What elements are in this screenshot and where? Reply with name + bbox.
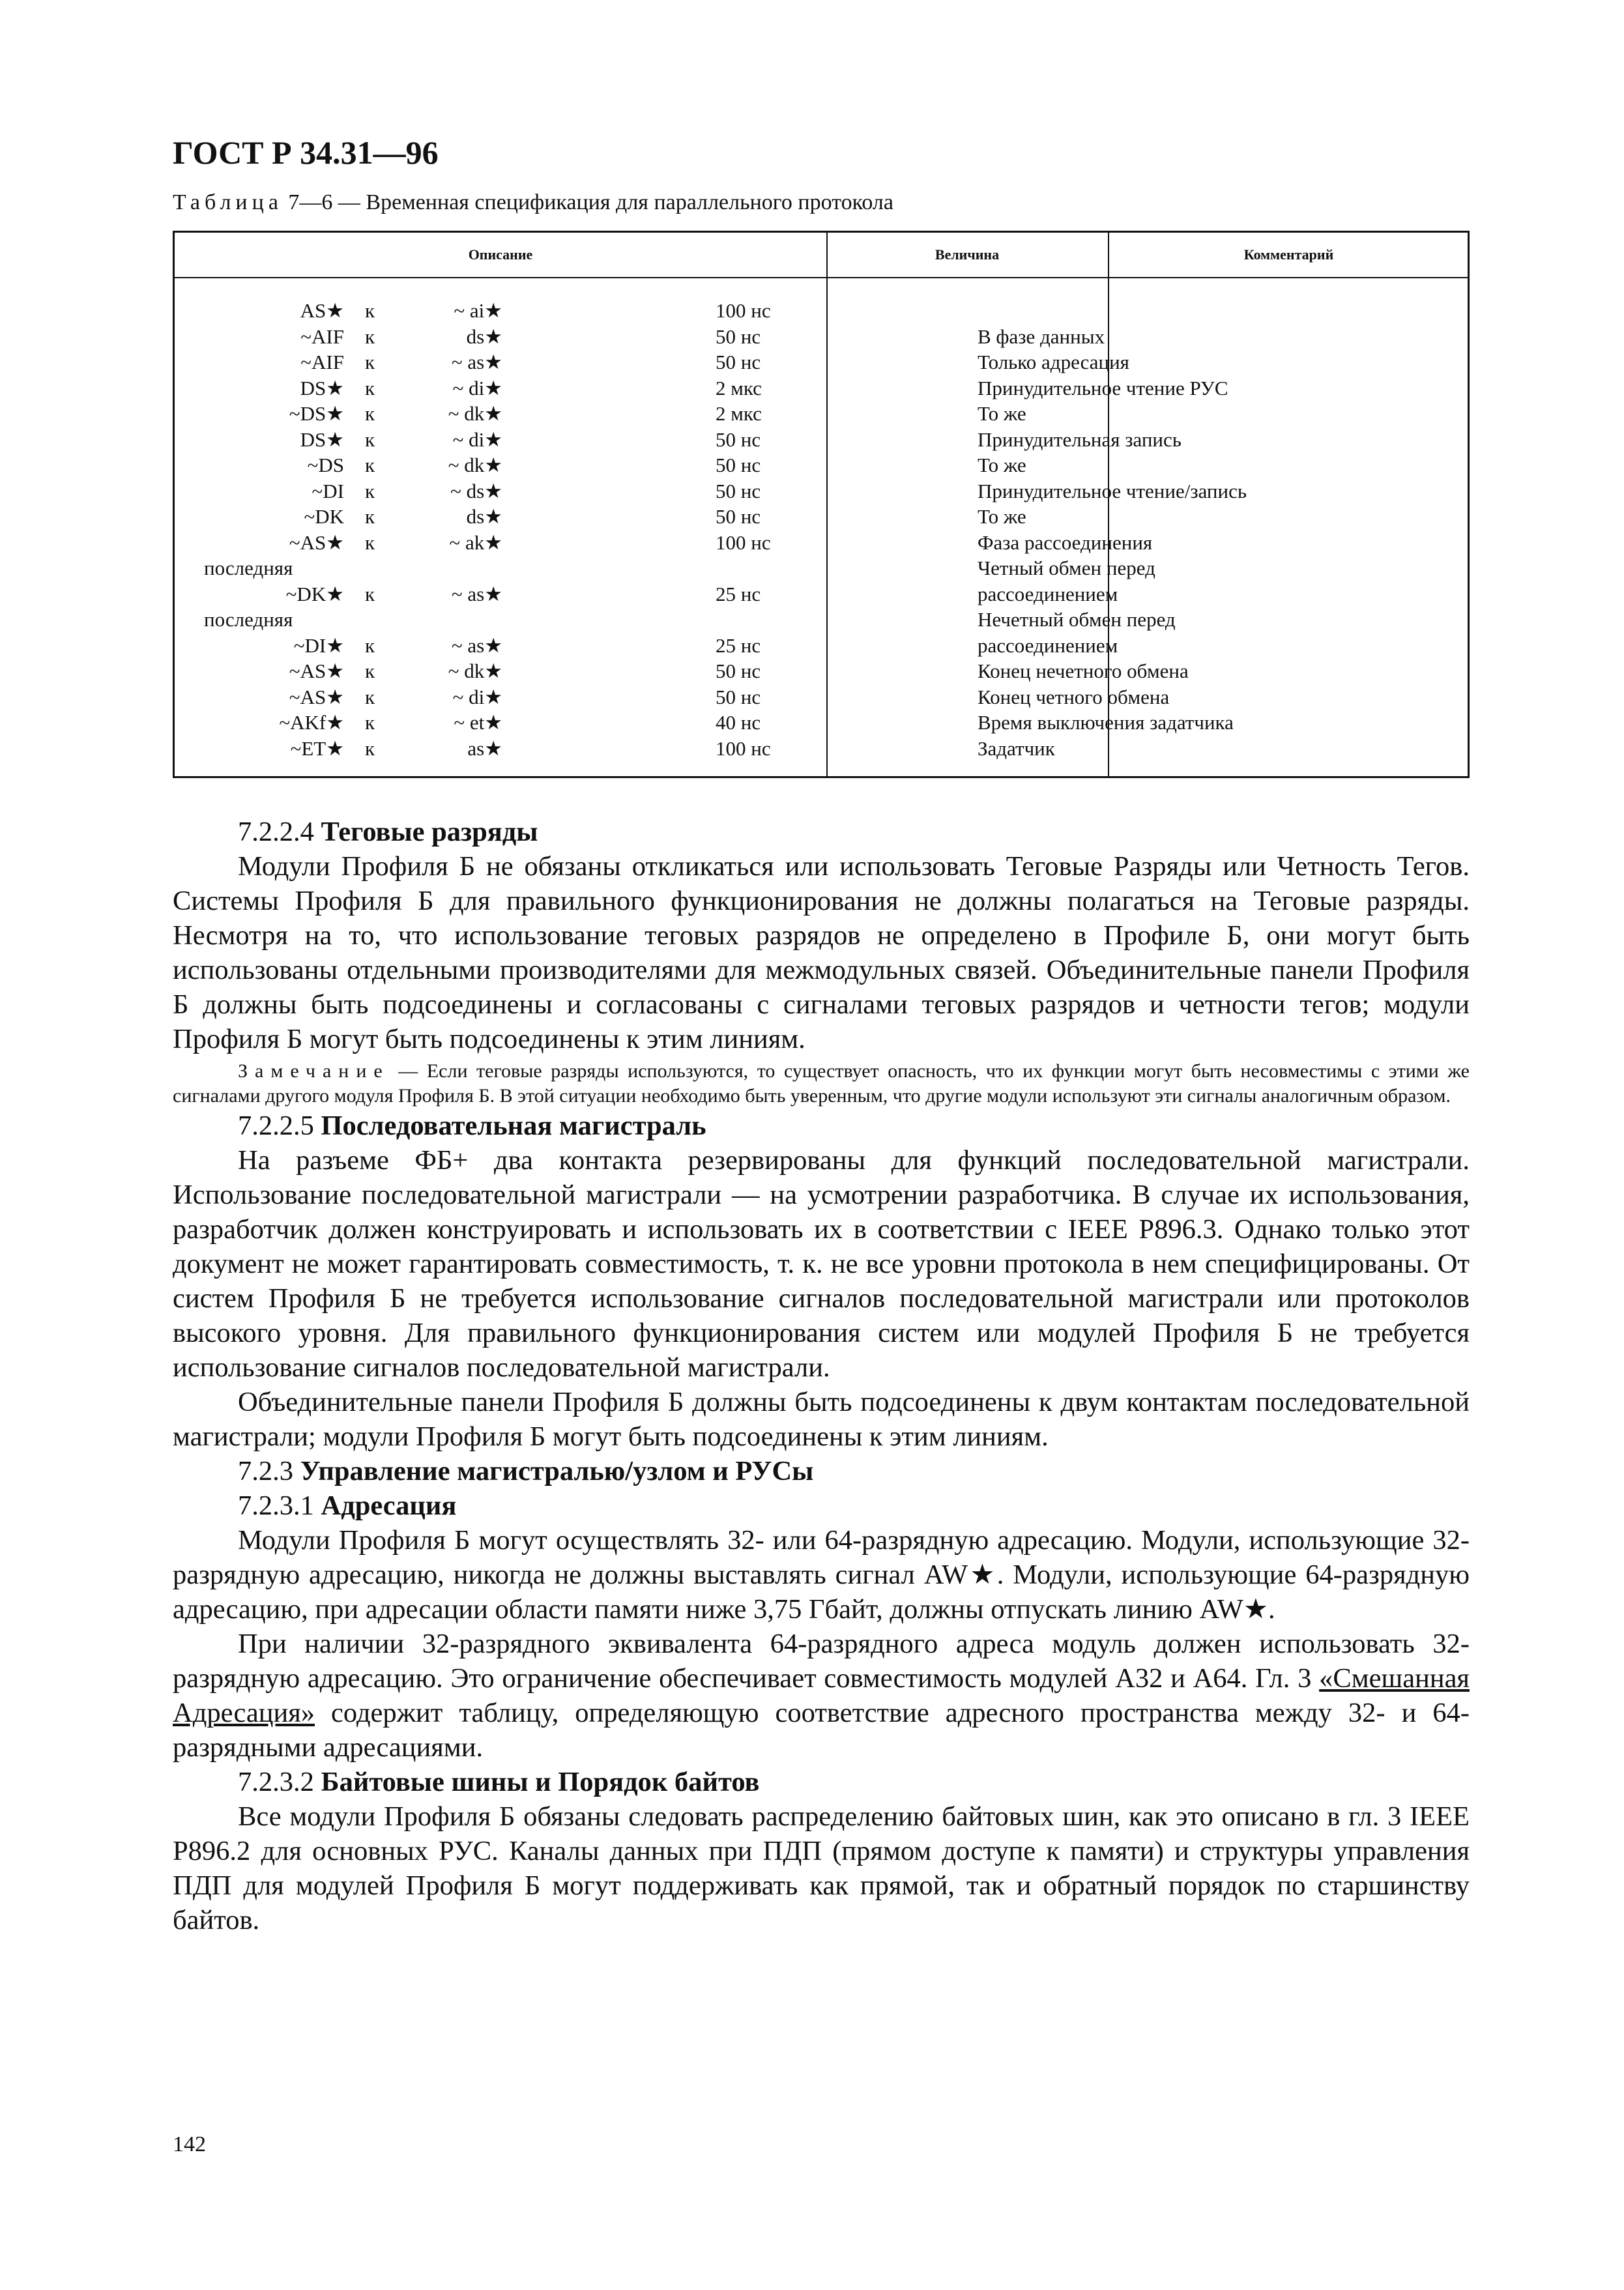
table-row	[175, 607, 1468, 633]
section-heading-7-2-2-5	[173, 1109, 1470, 1143]
paragraph: На разъеме ФБ+ два контакта резервированы для функций последовательной магистрали. Использование последовательной магистрали — на усмотрении разработчика. В случае их использования, разработчик должен конструировать и использовать их в соответствии с IEEE P896.3. Однако только этот документ не может гарантировать совместимость, т. к. не все уровни протокола в нем специфицированы. От систем Профиля Б не требуется использование сигналов последовательной магистрали или протоколов высокого уровня. Для правильного функционирования систем или модулей Профиля Б не требуется использование сигналов последовательной магистрали.	[173, 1145, 1470, 1383]
signal-cell: ~AS★	[289, 659, 344, 682]
section-number: 7.2.3	[238, 1456, 300, 1486]
value-cell: 100 нс	[716, 736, 771, 760]
to-cell: к	[365, 402, 375, 425]
to-cell: к	[365, 325, 375, 348]
section-number: 7.2.3.2	[238, 1767, 321, 1797]
value-cell: 40 нс	[716, 711, 761, 734]
table-row	[175, 478, 1468, 504]
paragraph	[173, 1627, 1470, 1765]
column-header-value: Величина	[935, 246, 1000, 263]
value-cell: 2 мкс	[716, 402, 762, 425]
table-row	[175, 324, 1468, 350]
to-cell: к	[365, 505, 375, 528]
signal-cell: ~AIF	[300, 351, 344, 373]
to-cell: к	[365, 428, 375, 451]
target-signal-cell: ~ as★	[451, 582, 502, 605]
comment-cell: То же	[978, 402, 1026, 425]
to-cell: к	[365, 530, 375, 554]
signal-cell: ~DI★	[293, 633, 344, 657]
comment-cell: То же	[978, 505, 1026, 528]
section-heading-7-2-3-2	[173, 1765, 1470, 1799]
signal-cell: ~AKf★	[279, 711, 344, 734]
section-title: Теговые разряды	[321, 817, 538, 847]
signal-cell: ~AS★	[289, 530, 344, 554]
target-signal-cell: ~ as★	[451, 351, 502, 373]
value-cell: 50 нс	[716, 479, 761, 502]
target-signal-cell: ~ ds★	[450, 479, 502, 502]
section-heading-7-2-2-4	[173, 815, 1470, 849]
comment-cell: Время выключения задатчика	[978, 711, 1234, 734]
table-row	[175, 710, 1468, 736]
column-header-comment: Комментарий	[1243, 246, 1334, 263]
signal-cell: ~AS★	[289, 685, 344, 708]
table-row	[175, 504, 1468, 530]
comment-cell: рассоединением	[978, 582, 1118, 605]
target-signal-cell: ~ di★	[452, 685, 502, 708]
signal-label-cell: последняя	[204, 608, 293, 631]
table-header-row	[175, 233, 1468, 278]
paragraph: Все модули Профиля Б обязаны следовать распределению байтовых шин, как это описано в гл. 3 IEEE P896.2 для основных РУС. Каналы данных при ПДП (прямом доступе к памяти) и структуры управления ПДП для модулей Профиля Б могут поддерживать как прямой, так и обратный порядок по старшинству байтов.	[173, 1801, 1470, 1935]
document-header: ГОСТ Р 34.31—96	[173, 134, 439, 171]
value-cell: 50 нс	[716, 325, 761, 348]
target-signal-cell: ds★	[466, 505, 502, 528]
table-caption	[173, 190, 893, 215]
table-row	[175, 349, 1468, 375]
note	[173, 1059, 1470, 1109]
table-body	[175, 298, 1468, 761]
to-cell: к	[365, 299, 375, 322]
signal-cell: DS★	[300, 376, 344, 399]
target-signal-cell: ~ as★	[451, 633, 502, 657]
to-cell: к	[365, 659, 375, 682]
table-row	[175, 401, 1468, 427]
value-cell: 100 нс	[716, 530, 771, 554]
timing-spec-table	[173, 231, 1470, 778]
target-signal-cell: ~ dk★	[448, 402, 502, 425]
table-row	[175, 427, 1468, 453]
section-number: 7.2.2.5	[238, 1110, 321, 1141]
table-row	[175, 530, 1468, 556]
comment-cell: Четный обмен перед	[978, 557, 1155, 579]
signal-cell: ~DK★	[285, 582, 344, 605]
comment-cell: Конец четного обмена	[978, 685, 1170, 708]
to-cell: к	[365, 736, 375, 760]
comment-cell: Конец нечетного обмена	[978, 659, 1189, 682]
value-cell: 50 нс	[716, 659, 761, 682]
table-row	[175, 581, 1468, 607]
to-cell: к	[365, 454, 375, 476]
comment-cell: Фаза рассоединения	[978, 530, 1153, 554]
signal-cell: ~AIF	[300, 325, 344, 348]
document-body	[173, 815, 1470, 1937]
comment-cell: В фазе данных	[978, 325, 1105, 348]
section-title: Управление магистралью/узлом и РУСы	[300, 1456, 814, 1486]
value-cell: 100 нс	[716, 299, 771, 322]
comment-cell: Принудительное чтение РУС	[978, 376, 1228, 399]
value-cell: 50 нс	[716, 505, 761, 528]
value-cell: 2 мкс	[716, 376, 762, 399]
target-signal-cell: ~ dk★	[448, 659, 502, 682]
value-cell: 25 нс	[716, 633, 761, 657]
target-signal-cell: ~ et★	[454, 711, 502, 734]
paragraph: Модули Профиля Б могут осуществлять 32- или 64-разрядную адресацию. Модули, использующие 32-разрядную адресацию, никогда не должны выставлять сигнал AW★. Модули, использующие 64-разрядную адресацию, при адресации области памяти ниже 3,75 Гбайт, должны отпускать линию AW★.	[173, 1525, 1470, 1625]
section-heading-7-2-3-1	[173, 1488, 1470, 1523]
section-number: 7.2.3.1	[238, 1490, 321, 1521]
to-cell: к	[365, 351, 375, 373]
value-cell: 50 нс	[716, 351, 761, 373]
signal-cell: ~ET★	[290, 736, 344, 760]
to-cell: к	[365, 582, 375, 605]
section-title: Адресация	[321, 1490, 457, 1521]
target-signal-cell: ~ ai★	[454, 299, 502, 322]
to-cell: к	[365, 711, 375, 734]
paragraph-text: содержит таблицу, определяющую соответствие адресного пространства между 32- и 64-разрядными адресациями.	[173, 1698, 1470, 1763]
value-cell: 25 нс	[716, 582, 761, 605]
to-cell: к	[365, 479, 375, 502]
paragraph: Модули Профиля Б не обязаны откликаться или использовать Теговые Разряды или Четность Тегов. Системы Профиля Б для правильного функционирования не должны полагаться на Теговые разряды. Несмотря на то, что использование теговых разрядов не определено в Профиле Б, они могут быть использованы отдельными производителями для межмодульных связей. Объединительные панели Профиля Б должны быть подсоединены и согласованы с сигналами теговых разрядов и четности тегов; модули Профиля Б могут быть подсоединены к этим линиям.	[173, 851, 1470, 1054]
signal-cell: ~DI	[312, 479, 344, 502]
comment-cell: То же	[978, 454, 1026, 476]
paragraph-text: При наличии 32-разрядного эквивалента 64-разрядного адреса модуль должен использовать 32-разрядную адресацию. Это ограничение обеспечивает совместимость модулей A32 и A64. Гл. 3	[173, 1629, 1470, 1694]
target-signal-cell: ~ dk★	[448, 454, 502, 476]
signal-label-cell: последняя	[204, 557, 293, 579]
target-signal-cell: as★	[467, 736, 502, 760]
signal-cell: AS★	[300, 299, 344, 322]
value-cell: 50 нс	[716, 685, 761, 708]
table-row	[175, 684, 1468, 710]
section-title: Байтовые шины и Порядок байтов	[321, 1767, 760, 1797]
target-signal-cell: ~ di★	[452, 376, 502, 399]
table-caption-text: 7—6 — Временная спецификация для параллельного протокола	[282, 190, 893, 214]
note-text: — Если теговые разряды используются, то существует опасность, что их функции могут быть несовместимы с этими же сигналами другого модуля Профиля Б. В этой ситуации необходимо быть уверенным, что другие модули используют эти сигналы аналогичным образом.	[173, 1060, 1470, 1107]
to-cell: к	[365, 376, 375, 399]
table-row	[175, 658, 1468, 684]
section-title: Последовательная магистраль	[321, 1110, 706, 1141]
target-signal-cell: ds★	[466, 325, 502, 348]
signal-cell: ~DS	[307, 454, 344, 476]
table-row	[175, 736, 1468, 762]
signal-cell: ~DS★	[289, 402, 344, 425]
chapter-reference: «Смешанная Адресация»	[173, 1663, 1470, 1728]
page-number: 142	[173, 2132, 206, 2156]
paragraph: Объединительные панели Профиля Б должны быть подсоединены к двум контактам последовательной магистрали; модули Профиля Б могут быть подсоединены к этим линиям.	[173, 1387, 1470, 1452]
column-header-description: Описание	[468, 246, 533, 263]
table-row	[175, 375, 1468, 401]
comment-cell: Нечетный обмен перед	[978, 608, 1176, 631]
target-signal-cell: ~ di★	[452, 428, 502, 451]
signal-cell: DS★	[300, 428, 344, 451]
to-cell: к	[365, 685, 375, 708]
table-caption-label: Таблица	[173, 190, 283, 214]
comment-cell: Только адресация	[978, 351, 1129, 373]
comment-cell: Задатчик	[978, 736, 1055, 760]
table-row	[175, 298, 1468, 324]
table-row	[175, 633, 1468, 659]
comment-cell: рассоединением	[978, 633, 1118, 657]
value-cell: 50 нс	[716, 428, 761, 451]
table-row	[175, 452, 1468, 478]
note-label: Замечание	[238, 1060, 390, 1082]
signal-cell: ~DK	[304, 505, 344, 528]
section-heading-7-2-3	[173, 1454, 1470, 1488]
value-cell: 50 нс	[716, 454, 761, 476]
to-cell: к	[365, 633, 375, 657]
table-row	[175, 555, 1468, 581]
section-number: 7.2.2.4	[238, 817, 321, 847]
comment-cell: Принудительное чтение/запись	[978, 479, 1247, 502]
target-signal-cell: ~ ak★	[449, 530, 502, 554]
comment-cell: Принудительная запись	[978, 428, 1182, 451]
